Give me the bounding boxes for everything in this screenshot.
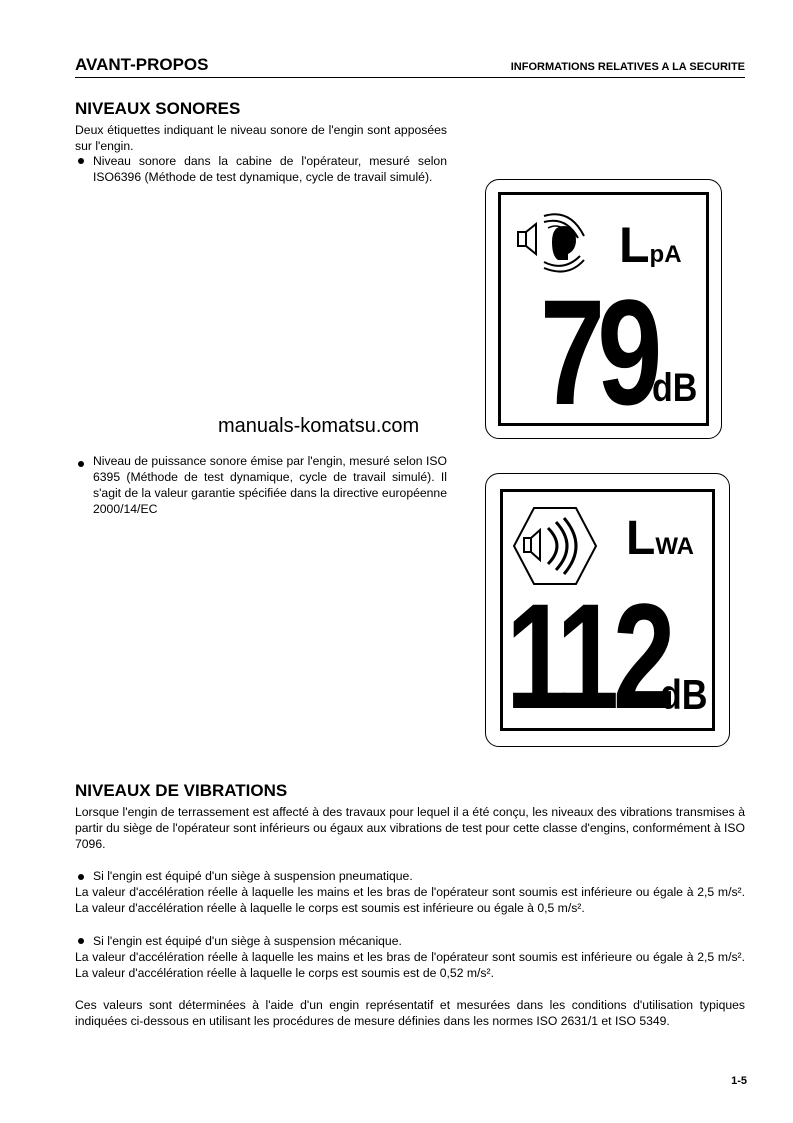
vibration-para-1: La valeur d'accélération réelle à laquelle les mains et les bras de l'opérateur sont soumis est inférieure ou égale à 2,5 m/s². La valeur d'accélération réelle à laquelle le corps est soumis est inférieure ou égale à 0,5 m/s². — [75, 885, 745, 915]
noise-heading: NIVEAUX SONORES — [75, 99, 241, 118]
vibration-para-2: La valeur d'accélération réelle à laquelle les mains et les bras de l'opérateur sont soumis est inférieure ou égale à 2,5 m/s². La valeur d'accélération réelle à laquelle le corps est soumis est de 0,52 m/s². — [75, 950, 745, 980]
lwa-symbol-main: L — [626, 512, 656, 565]
noise-bullet-2: Niveau de puissance sonore émise par l'engin, mesuré selon ISO 6395 (Méthode de test dynamique, cycle de travail simulé). Il s'agit de la valeur garantie spécifiée dans la directive européenne 2000/14/EC — [93, 454, 447, 516]
bullet-icon — [78, 158, 84, 164]
lwa-symbol-sub: WA — [655, 533, 694, 560]
vibration-closing: Ces valeurs sont déterminées à l'aide d'un engin représentatif et mesurées dans les conditions d'utilisation typiques indiquées ci-dessous en utilisant les procédures de mesure définies dans les normes ISO 2631/1 et ISO 5349. — [75, 998, 745, 1028]
chapter-title: INFORMATIONS RELATIVES A LA SECURITE — [510, 61, 745, 73]
lpa-unit: dB — [652, 366, 698, 410]
watermark: manuals-komatsu.com — [218, 415, 420, 437]
lpa-symbol-sub: pA — [649, 241, 682, 268]
noise-intro: Deux étiquettes indiquant le niveau sonore de l'engin sont apposées sur l'engin. — [75, 123, 447, 153]
noise-bullet-1: Niveau sonore dans la cabine de l'opérateur, mesuré selon ISO6396 (Méthode de test dynamique, cycle de travail simulé). — [93, 154, 447, 184]
vibration-intro: Lorsque l'engin de terrassement est affecté à des travaux pour lequel il a été conçu, les niveaux des vibrations transmises à partir du siège de l'opérateur sont inférieurs ou égaux aux vibrations de test pour cette classe d'engins, conformément à ISO 7096. — [75, 805, 745, 851]
bullet-icon — [78, 461, 84, 467]
header-rule — [75, 77, 745, 78]
lwa-label — [485, 473, 730, 747]
lpa-symbol-main: L — [619, 217, 650, 273]
lwa-symbol — [626, 514, 694, 572]
lwa-unit: dB — [660, 671, 708, 718]
vibration-bullet-1: Si l'engin est équipé d'un siège à suspension pneumatique. — [93, 869, 413, 883]
vibration-bullet-2: Si l'engin est équipé d'un siège à suspension mécanique. — [93, 934, 402, 948]
lwa-value: 112 — [506, 572, 670, 740]
bullet-icon — [78, 938, 84, 944]
lpa-label — [485, 179, 722, 439]
vibration-heading: NIVEAUX DE VIBRATIONS — [75, 781, 288, 800]
lpa-value: 79 — [540, 268, 655, 436]
speaker-ear-icon — [514, 206, 586, 276]
section-title: AVANT-PROPOS — [75, 55, 209, 74]
bullet-icon — [78, 874, 84, 880]
page-number: 1-5 — [731, 1075, 747, 1087]
